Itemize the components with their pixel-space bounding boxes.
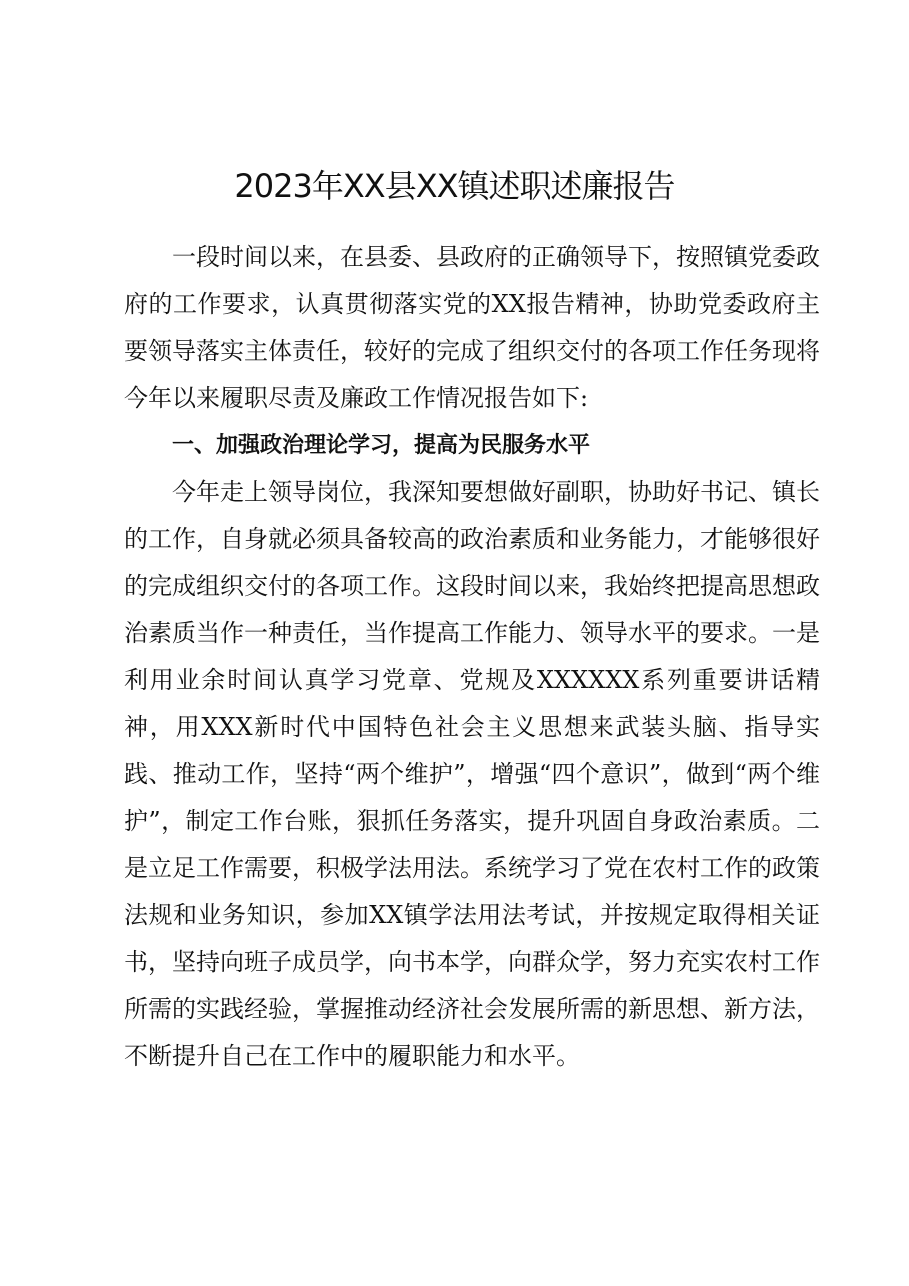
document-title: 2023年XX县XX镇述职述廉报告	[234, 167, 675, 205]
section-paragraph: 今年走上领导岗位，我深知要想做好副职，协助好书记、镇长的工作，自身就必须具备较高的政治素质和业务能力，才能够很好的完成组织交付的各项工作。这段时间以来，我始终把提高思想政治素质当作一种责任，当作提高工作能力、领导水平的要求。一是利用业余时间认真学习党章、党规及XXXXXX系列重要讲话精神，用XXX新时代中国特色社会主义思想来武装头脑、指导实践、推动工作，坚持“两个维护”，增强“四个意识”，做到“两个维护”，制定工作台账，狠抓任务落实，提升巩固自身政治素质。二是立足工作需要，积极学法用法。系统学习了党在农村工作的政策法规和业务知识，参加XX镇学法用法考试，并按规定取得相关证书，坚持向班子成员学，向书本学，向群众学，努力充实农村工作所需的实践经验，掌握推动经济社会发展所需的新思想、新方法，不断提升自己在工作中的履职能力和水平。	[124, 478, 820, 1070]
document-body	[124, 234, 820, 1080]
intro-paragraph: 一段时间以来，在县委、县政府的正确领导下，按照镇党委政府的工作要求，认真贯彻落实党的XX报告精神，协助党委政府主要领导落实主体责任，较好的完成了组织交付的各项工作任务现将今年以来履职尽责及廉政工作情况报告如下:	[124, 243, 820, 412]
section-heading: 一、加强政治理论学习，提高为民服务水平	[172, 433, 591, 458]
